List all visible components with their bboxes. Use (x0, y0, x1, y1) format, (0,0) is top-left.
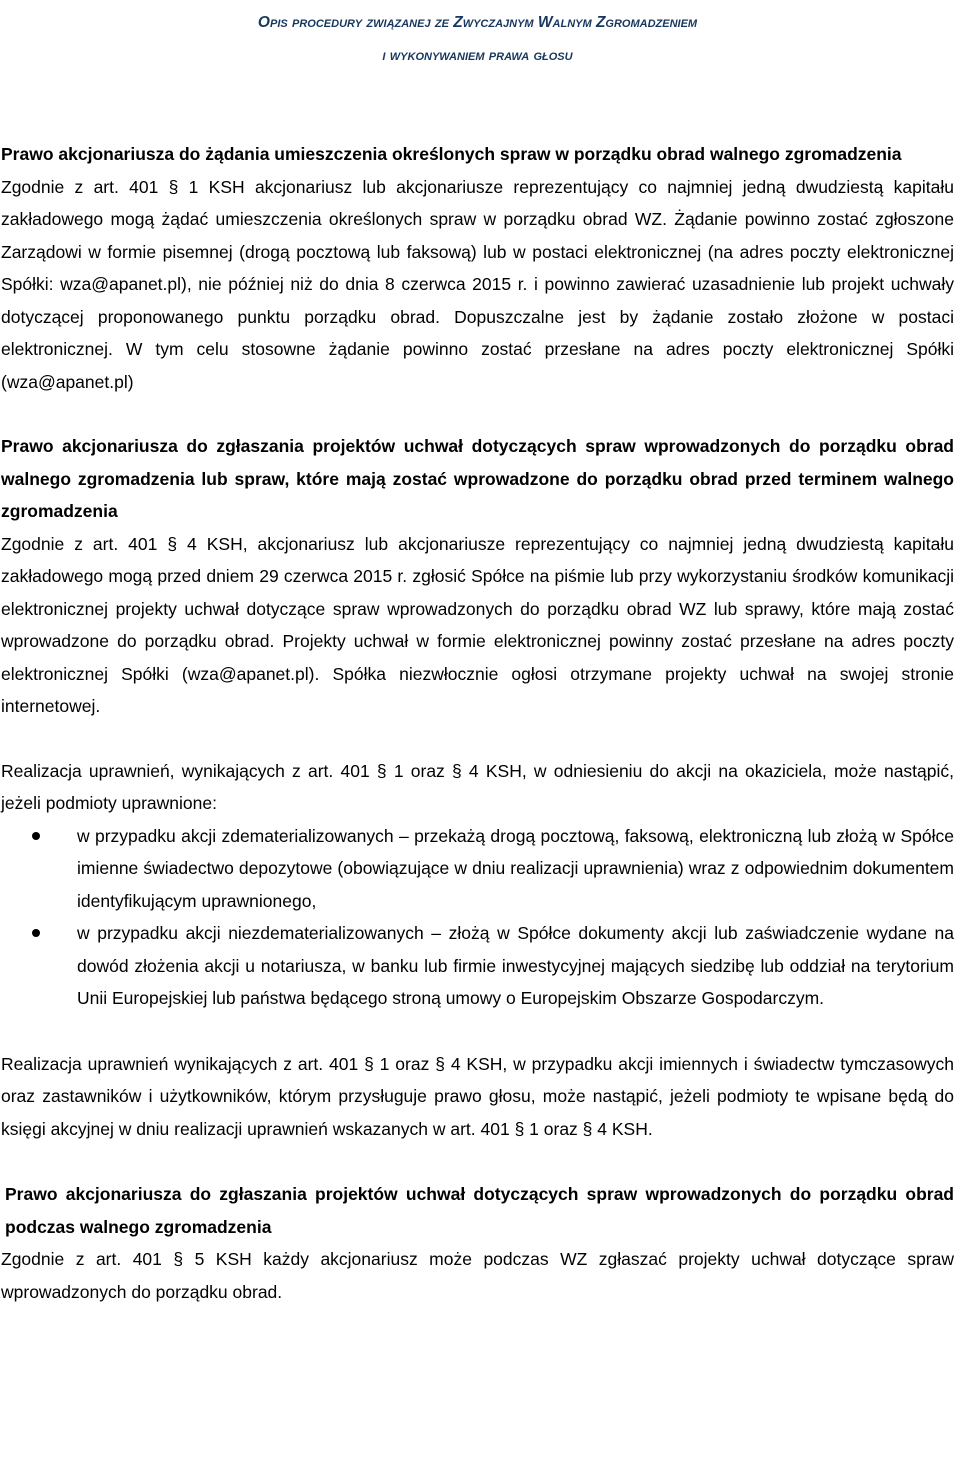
section-1-body: Zgodnie z art. 401 § 1 KSH akcjonariusz lub akcjonariusze reprezentujący co najmniej jedną dwudziestą kapitału zakładowego mogą żądać umieszczenia określonych spraw w porządku obrad WZ. Żądanie powinno zostać zgłoszone Zarządowi w formie pisemnej (drogą pocztową lub faksową) lub w postaci elektronicznej (na adres poczty elektronicznej Spółki: wza@apanet.pl), nie później niż do dnia 8 czerwca 2015 r. i powinno zawierać uzasadnienie lub projekt uchwały dotyczącej proponowanego punktu porządku obrad. Dopuszczalne jest by żądanie zostało złożone w postaci elektronicznej. W tym celu stosowne żądanie powinno zostać przesłane na adres poczty elektronicznej Spółki (wza@apanet.pl) (1, 176, 954, 392)
header-line-2: i wykonywaniem prawa głosu (382, 47, 573, 64)
document-header (1, 0, 954, 72)
bullet-list (1, 820, 954, 1015)
header-line-1: Opis procedury związanej ze Zwyczajnym Walnym Zgromadzeniem (257, 14, 698, 31)
section-5-heading: Prawo akcjonariusza do zgłaszania projektów uchwał dotyczących spraw wprowadzonych do porządku obrad podczas walnego zgromadzenia (5, 1184, 954, 1237)
section-3-intro: Realizacja uprawnień, wynikających z art. 401 § 1 oraz § 4 KSH, w odniesieniu do akcji na okaziciela, może nastąpić, jeżeli podmioty uprawnione: (1, 760, 954, 813)
list-item-text: w przypadku akcji niezdematerializowanych – złożą w Spółce dokumenty akcji lub zaświadczenie wydane na dowód złożenia akcji u notariusza, w banku lub firmie inwestycyjnej mających siedzibę lub oddział na terytorium Unii Europejskiej lub państwa będącego stroną umowy o Europejskim Obszarze Gospodarczym. (77, 923, 954, 1008)
section-draft-resolutions-before (1, 430, 954, 723)
section-bearer-shares (1, 755, 954, 1015)
section-request-agenda (1, 138, 954, 398)
list-item-text: w przypadku akcji zdematerializowanych – przekażą drogą pocztową, faksową, elektroniczną lub złożą w Spółce imienne świadectwo depozytowe (obowiązujące w dniu realizacji uprawnienia) wraz z odpowiednim dokumentem identyfikującym uprawnionego, (77, 825, 954, 911)
section-registered-shares (1, 1048, 954, 1146)
section-2-body: Zgodnie z art. 401 § 4 KSH, akcjonariusz lub akcjonariusze reprezentujący co najmniej jedną dwudziestą kapitału zakładowego mogą przed dniem 29 czerwca 2015 r. zgłosić Spółce na piśmie lub przy wykorzystaniu środków komunikacji elektronicznej projekty uchwał dotyczące spraw wprowadzonych do porządku obrad WZ lub sprawy, które mają zostać wprowadzone do porządku obrad. Projekty uchwał w formie elektronicznej powinny zostać przesłane na adres poczty elektronicznej Spółki (wza@apanet.pl). Spółka niezwłocznie ogłosi otrzymane projekty uchwał na swojej stronie internetowej. (1, 533, 954, 716)
list-item (77, 820, 954, 918)
section-draft-resolutions-during (1, 1178, 954, 1308)
section-2-heading: Prawo akcjonariusza do zgłaszania projektów uchwał dotyczących spraw wprowadzonych do porządku obrad walnego zgromadzenia lub spraw, które mają zostać wprowadzone do porządku obrad przed terminem walnego zgromadzenia (1, 436, 954, 521)
bullet-icon (31, 820, 41, 852)
bullet-icon (31, 917, 41, 949)
list-item (77, 917, 954, 1015)
section-5-body: Zgodnie z art. 401 § 5 KSH każdy akcjonariusz może podczas WZ zgłaszać projekty uchwał dotyczące spraw wprowadzonych do porządku obrad. (1, 1249, 954, 1302)
section-1-heading: Prawo akcjonariusza do żądania umieszczenia określonych spraw w porządku obrad walnego zgromadzenia (1, 144, 902, 164)
section-4-body: Realizacja uprawnień wynikających z art. 401 § 1 oraz § 4 KSH, w przypadku akcji imiennych i świadectw tymczasowych oraz zastawników i użytkowników, którym przysługuje prawo głosu, może nastąpić, jeżeli podmioty te wpisane będą do księgi akcyjnej w dniu realizacji uprawnień wskazanych w art. 401 § 1 oraz § 4 KSH. (1, 1053, 954, 1139)
